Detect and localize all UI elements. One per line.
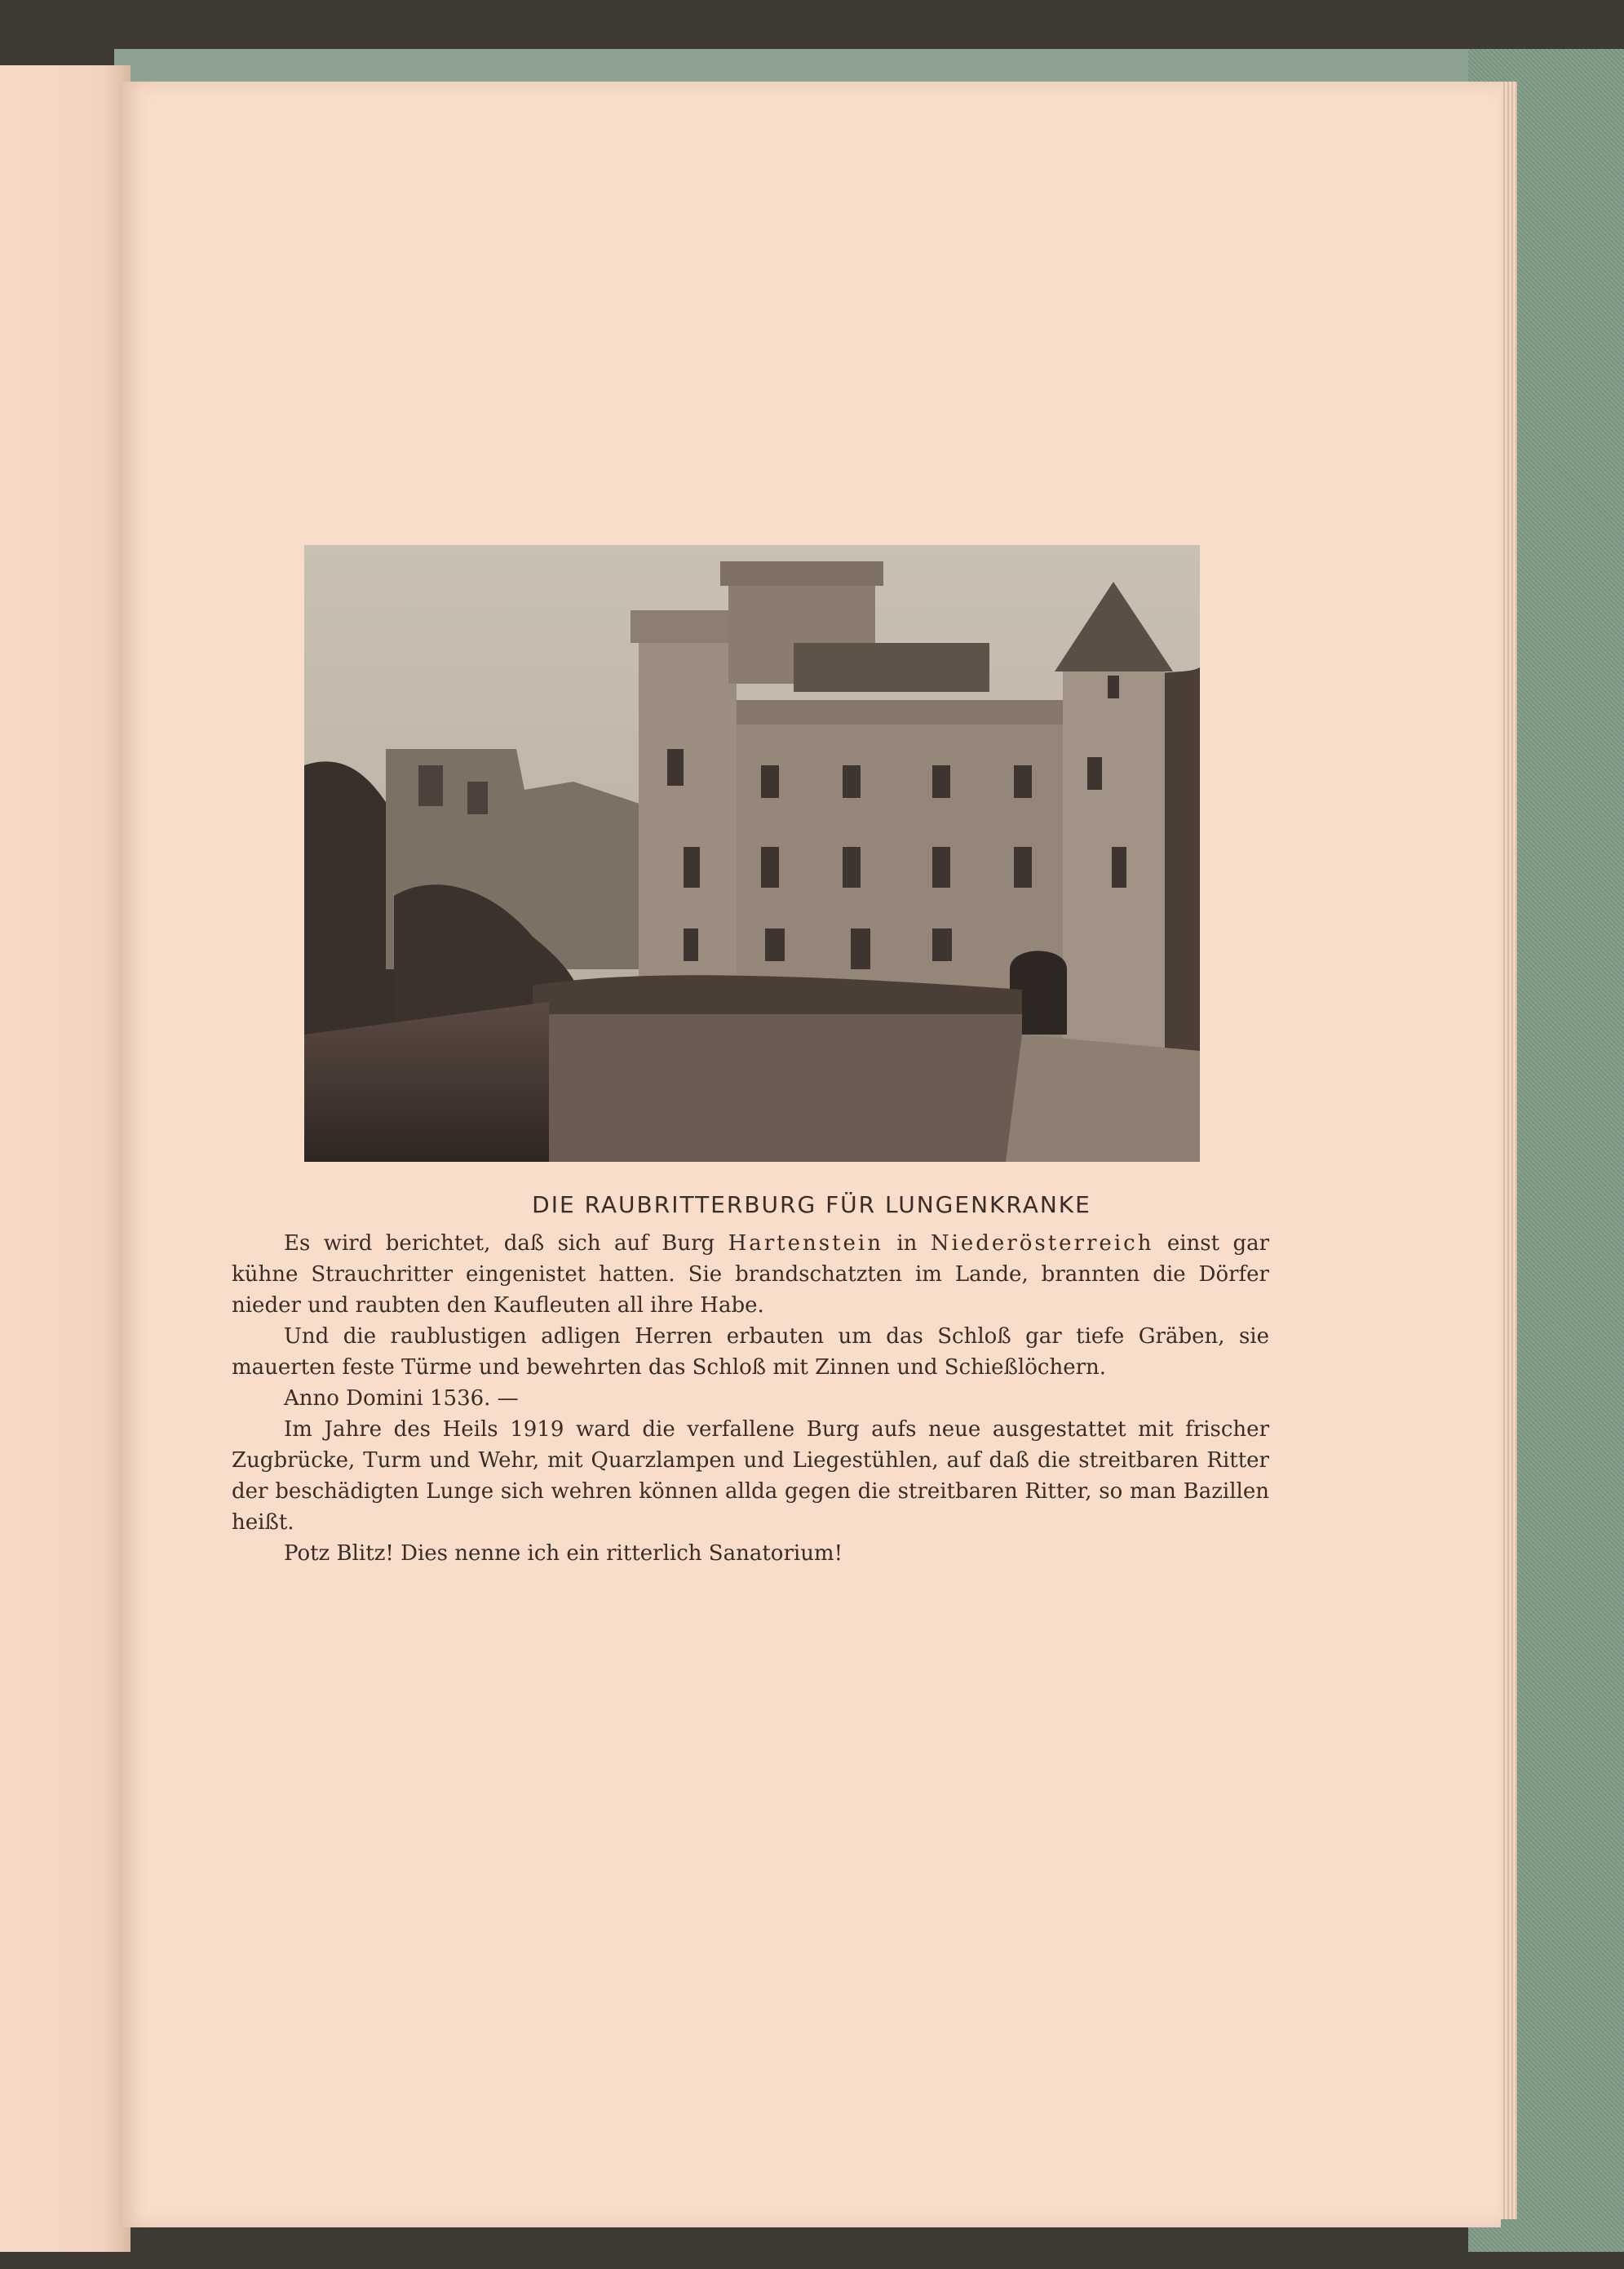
paragraph-1-before: Es wird berichtet, daß sich auf Burg bbox=[284, 1231, 728, 1256]
castle-illustration bbox=[304, 545, 1200, 1162]
paragraph-4: Im Jahre des Heils 1919 ward die verfallene Burg aufs neue ausgestattet mit frischer Zugbrücke, Turm und Wehr, mit Quarzlampen und Liegestühlen, auf daß die streitbaren Ritter der beschädigten Lunge sich wehren können allda gegen die streitbaren Ritter, so man Bazillen heißt. bbox=[232, 1417, 1269, 1535]
left-page bbox=[0, 65, 131, 2252]
castle-photo bbox=[304, 545, 1200, 1162]
place-name-niederoesterreich: Niederösterreich bbox=[930, 1231, 1154, 1256]
caption-title: DIE RAUBRITTERBURG FÜR LUNGENKRANKE bbox=[532, 1191, 1091, 1218]
paragraph-1-after: einst gar kühne Strauchritter eingenistet hatten. Sie brandschatzten im Lande, brannten die Dörfer nieder und raubten den Kaufleuten all ihre Habe. bbox=[232, 1231, 1270, 1318]
place-name-hartenstein: Hartenstein bbox=[728, 1231, 883, 1256]
paragraph-1-middle: in bbox=[883, 1231, 931, 1256]
paragraph-5: Potz Blitz! Dies nenne ich ein ritterlich Sanatorium! bbox=[284, 1541, 843, 1566]
paragraph-2: Und die raublustigen adligen Herren erbauten um das Schloß gar tiefe Gräben, sie mauerten feste Türme und bewehrten das Schloß mit Zinnen und Schießlöchern. bbox=[232, 1324, 1269, 1380]
paragraph-3: Anno Domini 1536. — bbox=[284, 1386, 519, 1411]
body-text bbox=[232, 1228, 1269, 1569]
paragraph-1 bbox=[232, 1228, 1269, 1321]
